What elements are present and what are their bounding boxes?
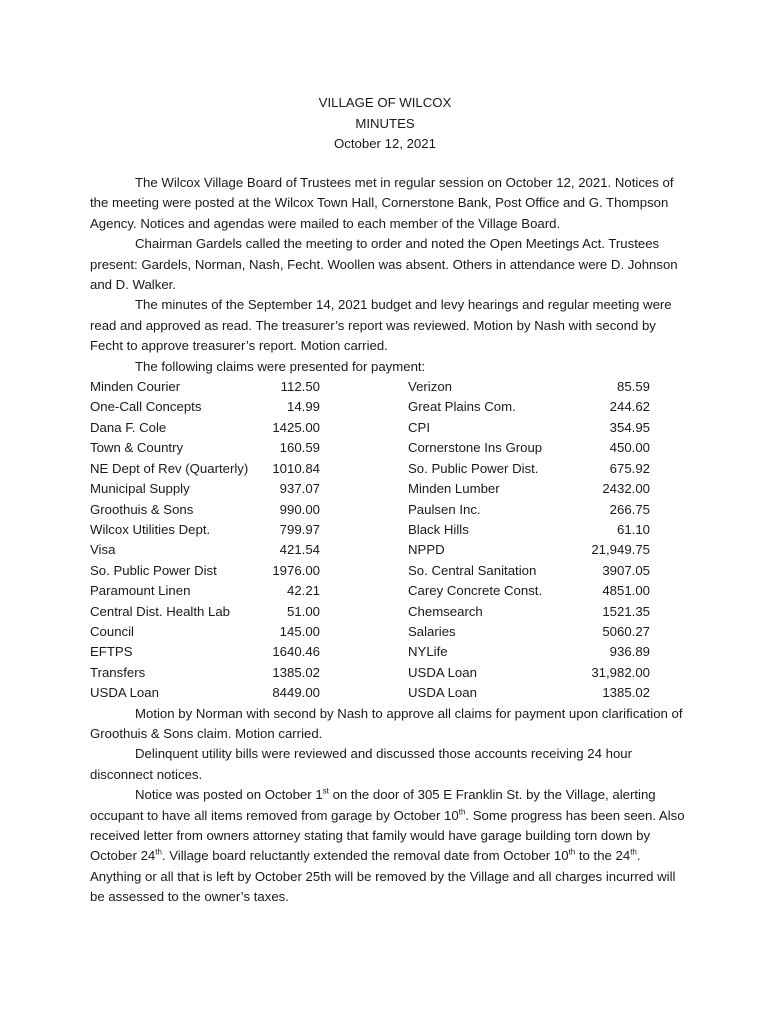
claim-row xyxy=(90,479,650,499)
column-gap xyxy=(320,397,408,417)
claim-payee-left: Transfers xyxy=(90,664,146,680)
notice-text: on the door of 305 E Franklin St. by the Village, alerting occupant to have all items removed from garage by October 10 xyxy=(90,787,656,823)
column-gap xyxy=(320,540,408,560)
claim-amount-right: 266.75 xyxy=(609,501,650,517)
claim-amount-left: 14.99 xyxy=(286,399,320,415)
claim-payee-left: One-Call Concepts xyxy=(90,399,202,415)
claim-amount-left: 145.00 xyxy=(279,623,320,639)
claim-payee-right: Verizon xyxy=(408,379,452,395)
claim-row xyxy=(90,540,650,560)
claim-payee-right: Great Plains Com. xyxy=(408,399,516,415)
claim-payee-left: NE Dept of Rev (Quarterly) xyxy=(90,460,249,476)
claim-payee-left: Minden Courier xyxy=(90,379,181,395)
claim-amount-left: 799.97 xyxy=(279,521,320,537)
claim-amount-left: 1010.84 xyxy=(272,460,320,476)
minutes-title: MINUTES xyxy=(355,115,415,131)
column-gap xyxy=(320,683,408,703)
claim-payee-right: Carey Concrete Const. xyxy=(408,583,543,599)
claim-amount-left: 1385.02 xyxy=(272,664,320,680)
column-gap xyxy=(320,642,408,662)
claim-row xyxy=(90,642,650,662)
claim-payee-right: Chemsearch xyxy=(408,603,483,619)
notice-text: to the 24 xyxy=(575,848,631,864)
claim-amount-left: 421.54 xyxy=(279,542,320,558)
claim-payee-left: Visa xyxy=(90,542,116,558)
column-gap xyxy=(320,377,408,397)
paragraph-delinquent-bills: Delinquent utility bills were reviewed and discussed those accounts receiving 24 hour disconnect notices. xyxy=(90,746,633,782)
column-gap xyxy=(320,663,408,683)
ordinal-suffix: th xyxy=(155,848,162,858)
claim-payee-left: Dana F. Cole xyxy=(90,419,167,435)
claim-row xyxy=(90,377,650,397)
claim-amount-right: 1385.02 xyxy=(602,685,650,701)
claim-payee-left: Groothuis & Sons xyxy=(90,501,194,517)
claim-amount-left: 42.21 xyxy=(286,583,320,599)
column-gap xyxy=(320,500,408,520)
ordinal-suffix: th xyxy=(568,848,576,858)
claim-amount-left: 112.50 xyxy=(280,379,320,395)
paragraph-call-to-order: Chairman Gardels called the meeting to order and noted the Open Meetings Act. Trustees present: Gardels, Norman, Nash, Fecht. Woollen was absent. Others in attendance were D. Johnson and D. Walker. xyxy=(90,236,678,293)
claim-amount-right: 1521.35 xyxy=(602,603,650,619)
document-header xyxy=(0,93,770,155)
claim-amount-right: 675.92 xyxy=(609,460,650,476)
claim-amount-right: 85.59 xyxy=(616,379,650,395)
column-gap xyxy=(320,479,408,499)
claim-row xyxy=(90,520,650,540)
claim-payee-left: Council xyxy=(90,623,134,639)
claim-amount-right: 3907.05 xyxy=(602,562,650,578)
notice-text: . Some progress has been seen. Also received letter from owners attorney stating that family would have garage building torn down by October 24 xyxy=(90,807,685,864)
claim-payee-right: USDA Loan xyxy=(408,685,477,701)
column-gap xyxy=(320,602,408,622)
claim-payee-left: So. Public Power Dist xyxy=(90,562,217,578)
claim-payee-right: NYLife xyxy=(408,644,448,660)
claim-amount-right: 936.89 xyxy=(609,644,650,660)
claim-payee-left: Paramount Linen xyxy=(90,583,191,599)
claim-row xyxy=(90,438,650,458)
claim-payee-right: Minden Lumber xyxy=(408,481,500,497)
claim-row xyxy=(90,683,650,703)
paragraph-session: The Wilcox Village Board of Trustees met in regular session on October 12, 2021. Notices of the meeting were posted at the Wilcox Town Hall, Cornerstone Bank, Post Office and G. Thompson Agency. Notices and agendas were mailed to each member of the Village Board. xyxy=(90,175,674,231)
claim-payee-left: EFTPS xyxy=(90,644,133,660)
column-gap xyxy=(320,581,408,601)
column-gap xyxy=(320,622,408,642)
claim-row xyxy=(90,459,650,479)
column-gap xyxy=(320,520,408,540)
claim-amount-right: 2432.00 xyxy=(602,481,650,497)
claim-amount-left: 51.00 xyxy=(286,603,320,619)
claim-row xyxy=(90,622,650,642)
claim-amount-left: 160.59 xyxy=(279,440,320,456)
claim-amount-right: 4851.00 xyxy=(602,583,650,599)
claim-amount-left: 1425.00 xyxy=(272,419,320,435)
claim-payee-left: Central Dist. Health Lab xyxy=(90,603,231,619)
claim-payee-right: So. Public Power Dist. xyxy=(408,460,539,476)
paragraph-claims-intro: The following claims were presented for payment: xyxy=(135,358,426,374)
claim-amount-left: 1640.46 xyxy=(272,644,320,660)
ordinal-suffix: th xyxy=(458,807,466,817)
claim-row xyxy=(90,500,650,520)
claim-amount-right: 31,982.00 xyxy=(591,664,650,680)
ordinal-suffix: th xyxy=(630,848,637,858)
claim-payee-left: Town & Country xyxy=(90,440,184,456)
claim-row xyxy=(90,663,650,683)
paragraph-minutes-approval: The minutes of the September 14, 2021 budget and levy hearings and regular meeting were read and approved as read. The treasurer’s report was reviewed. Motion by Nash with second by Fecht to approve treasurer’s report. Motion carried. xyxy=(90,297,672,354)
paragraph-claims-motion: Motion by Norman with second by Nash to approve all claims for payment upon clarification of Groothuis & Sons claim. Motion carried. xyxy=(90,705,683,741)
claim-payee-right: CPI xyxy=(408,419,430,435)
claim-row xyxy=(90,581,650,601)
claim-payee-left: USDA Loan xyxy=(90,685,159,701)
ordinal-suffix: st xyxy=(322,786,329,796)
claim-amount-left: 937.07 xyxy=(279,481,320,497)
claim-row xyxy=(90,418,650,438)
column-gap xyxy=(320,418,408,438)
column-gap xyxy=(320,459,408,479)
notice-text: Notice was posted on October 1 xyxy=(135,787,323,803)
claim-row xyxy=(90,602,650,622)
claim-amount-right: 450.00 xyxy=(609,440,650,456)
claim-payee-right: Salaries xyxy=(408,623,456,639)
claim-amount-right: 244.62 xyxy=(609,399,650,415)
claim-payee-left: Municipal Supply xyxy=(90,481,190,497)
claim-payee-right: Black Hills xyxy=(408,521,469,537)
paragraph-notice xyxy=(90,785,690,907)
claim-payee-right: So. Central Sanitation xyxy=(408,562,537,578)
claim-payee-right: USDA Loan xyxy=(408,664,477,680)
column-gap xyxy=(320,561,408,581)
claim-payee-right: Paulsen Inc. xyxy=(408,501,481,517)
notice-text: . Village board reluctantly extended the removal date from October 10 xyxy=(161,848,569,864)
claim-amount-left: 990.00 xyxy=(279,501,320,517)
claim-amount-right: 5060.27 xyxy=(602,623,650,639)
claim-row xyxy=(90,397,650,417)
claim-payee-right: Cornerstone Ins Group xyxy=(408,440,543,456)
claims-table xyxy=(90,377,650,704)
claim-amount-left: 1976.00 xyxy=(272,562,320,578)
claim-row xyxy=(90,561,650,581)
document-body xyxy=(90,173,690,908)
village-title: VILLAGE OF WILCOX xyxy=(318,95,452,110)
column-gap xyxy=(320,438,408,458)
claim-amount-right: 21,949.75 xyxy=(591,542,650,558)
claim-payee-right: NPPD xyxy=(408,542,445,558)
claim-amount-right: 61.10 xyxy=(616,521,650,537)
claim-amount-right: 354.95 xyxy=(609,419,650,435)
meeting-date: October 12, 2021 xyxy=(334,136,436,151)
claim-payee-left: Wilcox Utilities Dept. xyxy=(90,521,211,537)
claim-amount-left: 8449.00 xyxy=(272,685,320,701)
notice-text: . Anything or all that is left by October 25th will be removed by the Village and all charges incurred will be assessed to the owner’s taxes. xyxy=(90,848,676,905)
